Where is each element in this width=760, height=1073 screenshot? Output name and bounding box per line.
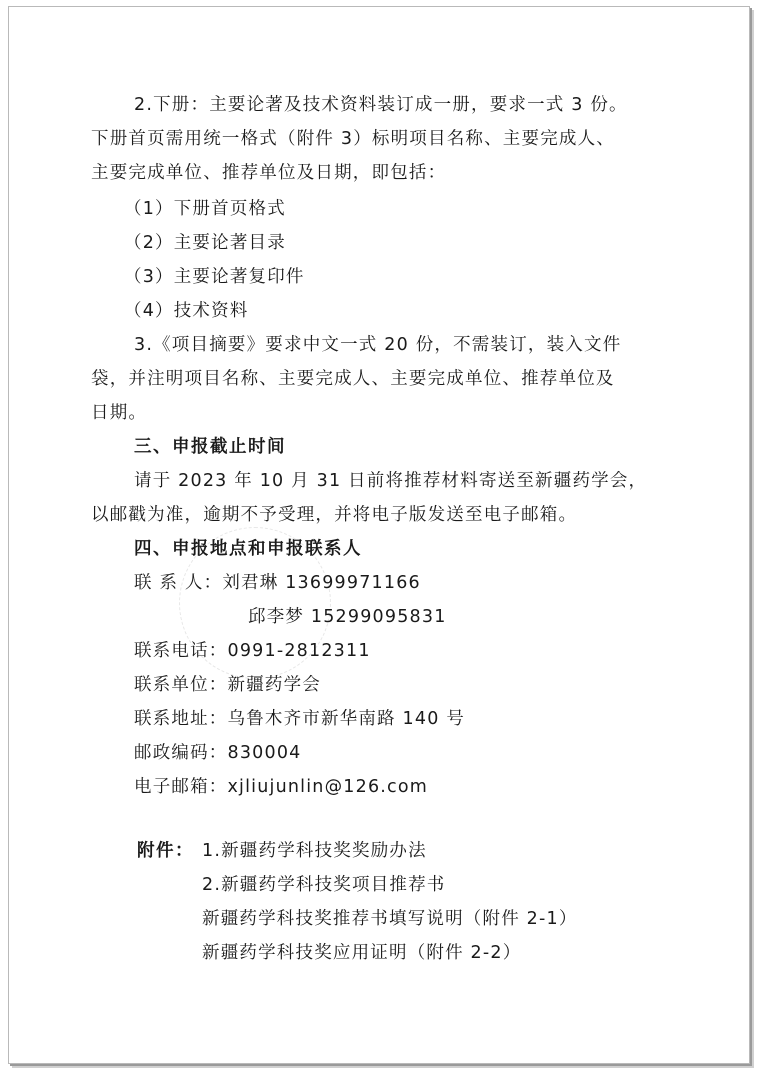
para-line-2: 下册首页需用统一格式（附件 3）标明项目名称、主要完成人、 xyxy=(91,129,615,149)
list-item-4: （4）技术资料 xyxy=(124,301,249,321)
contact-person: 联 系 人：刘君琳 13699971166 xyxy=(134,573,421,593)
para-line-1: 2.下册：主要论著及技术资料装订成一册，要求一式 3 份。 xyxy=(134,95,628,115)
attachment-2-1: 新疆药学科技奖推荐书填写说明（附件 2-1） xyxy=(202,909,578,929)
contact-postcode: 邮政编码：830004 xyxy=(134,743,302,763)
attachment-1: 1.新疆药学科技奖奖励办法 xyxy=(202,841,427,861)
list-item-1: （1）下册首页格式 xyxy=(124,199,286,219)
section3-line-1: 请于 2023 年 10 月 31 日前将推荐材料寄送至新疆药学会， xyxy=(134,471,648,491)
list-item-2: （2）主要论著目录 xyxy=(124,233,286,253)
para-line-5: 袋，并注明项目名称、主要完成人、主要完成单位、推荐单位及 xyxy=(91,369,615,389)
document-page xyxy=(8,6,750,1064)
contact-phone: 联系电话：0991-2812311 xyxy=(134,641,371,661)
contact-email: 电子邮箱：xjliujunlin@126.com xyxy=(134,777,429,797)
attachment-2-2: 新疆药学科技奖应用证明（附件 2-2） xyxy=(202,943,522,963)
para-line-6: 日期。 xyxy=(91,403,148,423)
section3-line-2: 以邮戳为准，逾期不予受理，并将电子版发送至电子邮箱。 xyxy=(91,505,578,525)
list-item-3: （3）主要论著复印件 xyxy=(124,267,305,287)
attachment-2: 2.新疆药学科技奖项目推荐书 xyxy=(202,875,446,895)
contact-unit: 联系单位：新疆药学会 xyxy=(134,675,321,695)
attachments-label: 附件： xyxy=(137,841,194,861)
para-line-3: 主要完成单位、推荐单位及日期，即包括： xyxy=(91,163,447,183)
para-line-4: 3.《项目摘要》要求中文一式 20 份，不需装订，装入文件 xyxy=(134,335,622,355)
section4-heading: 四、申报地点和申报联系人 xyxy=(134,539,362,559)
section3-heading: 三、申报截止时间 xyxy=(134,437,286,457)
contact-address: 联系地址：乌鲁木齐市新华南路 140 号 xyxy=(134,709,466,729)
contact-person-2: 邱李梦 15299095831 xyxy=(248,607,447,627)
